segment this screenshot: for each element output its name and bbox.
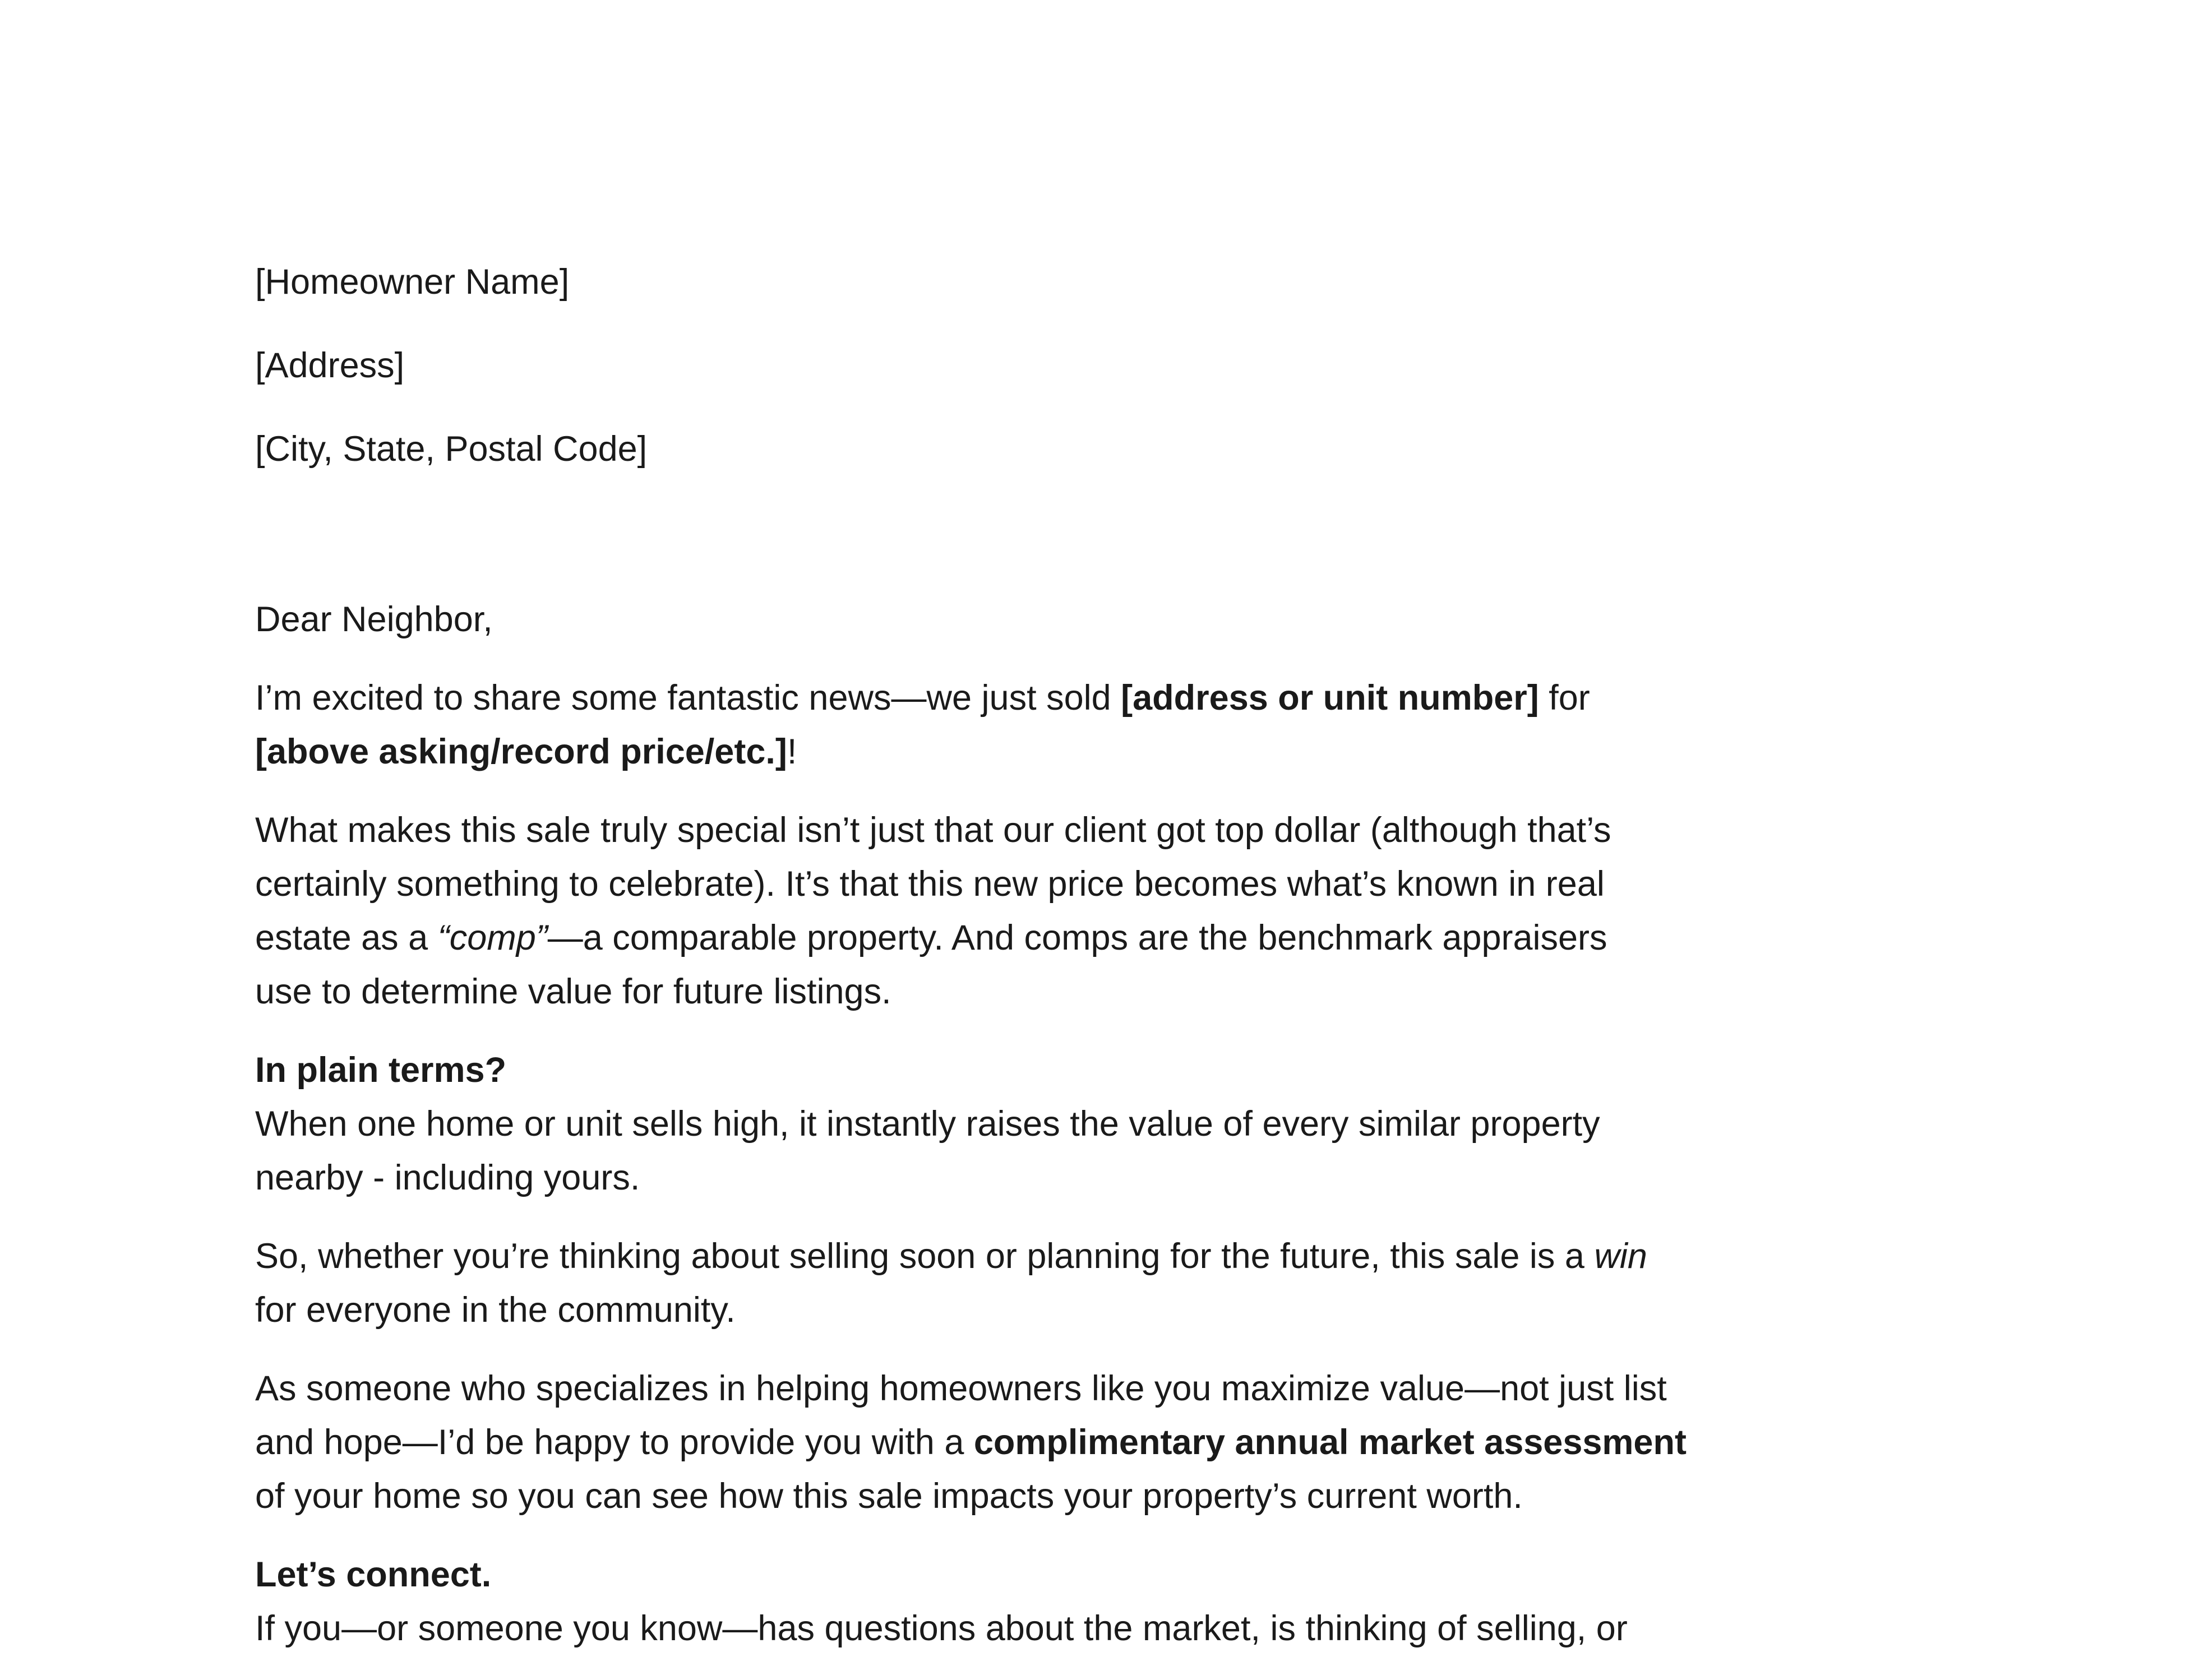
plain-terms-section xyxy=(255,1043,2016,1205)
win-text: So, whether you’re thinking about selling soon or planning for the future, this sale is a xyxy=(255,1237,1595,1276)
comp-line-4: use to determine value for future listings. xyxy=(255,972,891,1011)
comp-term: “comp” xyxy=(437,918,548,957)
assessment-line-2 xyxy=(255,1415,2016,1469)
comp-paragraph xyxy=(255,803,2016,1019)
intro-paragraph xyxy=(255,671,2016,779)
connect-heading: Let’s connect. xyxy=(255,1555,492,1594)
recipient-name: [Homeowner Name] xyxy=(255,262,570,302)
plain-terms-line-1: When one home or unit sells high, it instantly raises the value of every similar property xyxy=(255,1104,1600,1144)
comp-line-1: What makes this sale truly special isn’t just that our client got top dollar (although that’s xyxy=(255,811,1611,850)
salutation: Dear Neighbor, xyxy=(255,600,493,639)
assessment-text: and hope—I’d be happy to provide you with a xyxy=(255,1423,974,1462)
plain-terms-line-2: nearby - including yours. xyxy=(255,1158,640,1197)
win-paragraph xyxy=(255,1229,2016,1337)
intro-exclamation: ! xyxy=(787,732,797,771)
connect-section xyxy=(255,1548,2016,1655)
recipient-address: [Address] xyxy=(255,346,405,385)
recipient-city-state-postal: [City, State, Postal Code] xyxy=(255,429,648,469)
comp-line-2: certainly something to celebrate). It’s that this new price becomes what’s known in real xyxy=(255,864,1605,904)
win-line-1 xyxy=(255,1229,2016,1283)
intro-line-2 xyxy=(255,725,2016,779)
sale-price-placeholder: [above asking/record price/etc.] xyxy=(255,732,787,771)
assessment-line-1: As someone who specializes in helping homeowners like you maximize value—not just list xyxy=(255,1369,1667,1408)
comp-line-3 xyxy=(255,911,2016,965)
plain-terms-heading: In plain terms? xyxy=(255,1050,507,1090)
sold-property-placeholder: [address or unit number] xyxy=(1121,678,1539,718)
assessment-paragraph xyxy=(255,1362,2016,1523)
assessment-line-3: of your home so you can see how this sale impacts your property’s current worth. xyxy=(255,1477,1523,1516)
letter-body xyxy=(255,255,2016,1655)
connect-line-1: If you—or someone you know—has questions about the market, is thinking of selling, or xyxy=(255,1609,1628,1648)
comp-text: estate as a xyxy=(255,918,438,957)
intro-line-1 xyxy=(255,671,2016,725)
intro-text-for: for xyxy=(1538,678,1590,718)
assessment-offer: complimentary annual market assessment xyxy=(973,1423,1687,1462)
intro-text: I’m excited to share some fantastic news—we just sold xyxy=(255,678,1121,718)
win-line-2: for everyone in the community. xyxy=(255,1290,736,1330)
comp-definition: —a comparable property. And comps are the benchmark appraisers xyxy=(547,918,1607,957)
win-term: win xyxy=(1594,1237,1647,1276)
